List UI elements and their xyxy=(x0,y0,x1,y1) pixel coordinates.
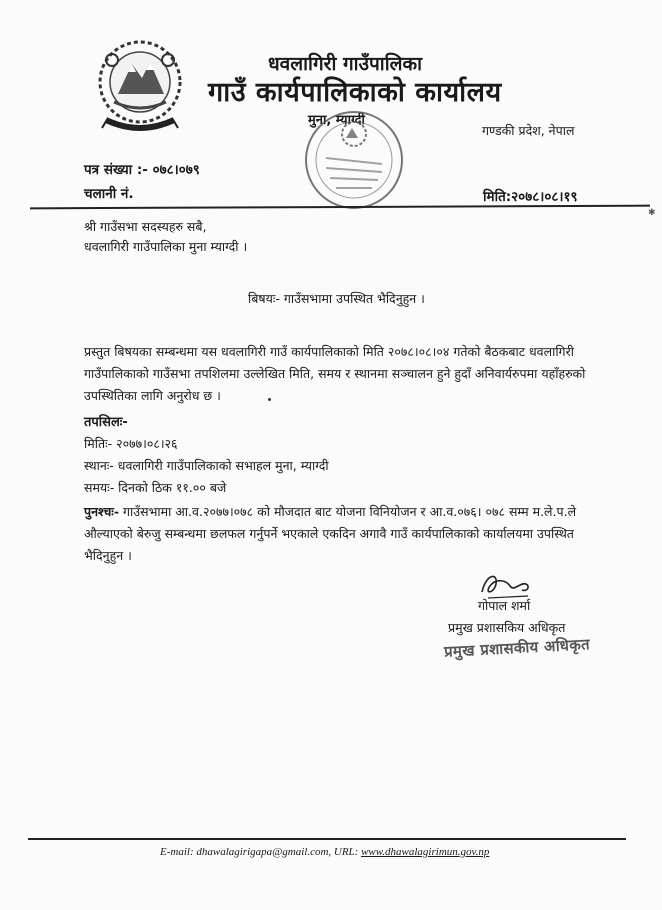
nepal-emblem-icon xyxy=(92,32,188,142)
signer-name: गोपाल शर्मा xyxy=(478,598,531,613)
edge-mark: ✱ xyxy=(648,208,656,218)
office-title: गाउँ कार्यपालिकाको कार्यालय xyxy=(208,77,502,108)
details-place: स्थानः- धवलागिरी गाउँपालिकाको सभाहल मुना, म्याग्दी xyxy=(84,458,329,473)
footer-divider xyxy=(28,838,626,840)
office-location: मुना, म्याग्दी xyxy=(308,113,365,128)
office-round-stamp-icon xyxy=(302,108,406,212)
reference-number: पत्र संख्या :- ०७८।०७९ xyxy=(84,162,200,178)
footer-email: E-mail: dhawalagirigapa@gmail.com, URL: xyxy=(160,846,362,858)
signer-title: प्रमुख प्रशासकिय अधिकृत xyxy=(448,620,566,635)
subject-line: बिषयः- गाउँसभामा उपस्थित भैदिनुहुन । xyxy=(248,291,425,306)
details-date: मितिः- २०७७।०८।२६ xyxy=(84,436,178,451)
dispatch-number: चलानी नं. xyxy=(84,186,134,202)
body-paragraph: प्रस्तुत बिषयका सम्बन्धमा यस धवलागिरी गाउँ कार्यपालिकाको मिति २०७८।०८।०४ गतेको बैठकबाट धवलागिरी गाउँपालिकाको गाउँसभा तपशिलमा उल्लेखित मिति, समय र स्थानमा सञ्चालन हुने हुदाँ अनिवार्यरुपमा यहाँहरुको उपस्थितिका लागि अनुरोध छ । xyxy=(84,344,586,403)
letter-date: मिति:२०७८।०८।१९ xyxy=(483,189,578,205)
stray-dot xyxy=(268,398,271,401)
postscript-text: गाउँसभामा आ.व.२०७७।०७८ को मौजदात बाट योजना विनियोजन र आ.व.०७६। ०७८ सम्म म.ले.प.ले औल्याएको बेरुजु सम्बन्धमा छलफल गर्नुपर्ने भएकाले एकदिन अगावै गाउँ कार्यपालिकाको कार्यालयमा उपस्थित भैदिनुहुन । xyxy=(84,504,577,563)
details-heading: तपसिलः- xyxy=(84,415,128,430)
recipient-line-2: धवलागिरी गाउँपालिका मुना म्याग्दी । xyxy=(84,239,248,254)
postscript xyxy=(84,501,584,567)
footer-url[interactable]: www.dhawalagirimun.gov.np xyxy=(361,846,490,858)
recipient-line-1: श्री गाउँसभा सदस्यहरु सबै, xyxy=(84,219,207,234)
designation-stamp: प्रमुख प्रशासकीय अधिकृत xyxy=(443,635,591,661)
details-time: समयः- दिनको ठिक ११.०० बजे xyxy=(84,480,227,495)
footer-contact xyxy=(160,846,489,858)
organization-name: धवलागिरी गाउँपालिका xyxy=(268,53,423,75)
province-label: गण्डकी प्रदेश, नेपाल xyxy=(482,123,575,138)
postscript-label: पुनश्चः- xyxy=(84,504,120,519)
